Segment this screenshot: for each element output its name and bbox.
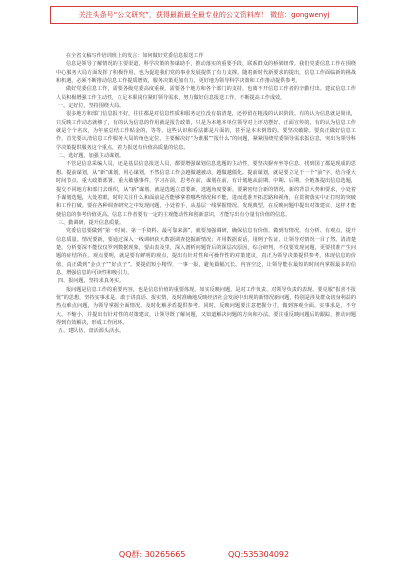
footer-qq-group: QQ群: 30265665 <box>118 550 186 559</box>
section-heading: 二、选好题，加强主动谋划。 <box>58 153 125 160</box>
section-heading: 三、勤调研，提升信息质量。 <box>58 219 125 226</box>
section-heading: 五、建队伍，盘活源头活水。 <box>58 328 125 335</box>
paragraph: 很多地方和部门信息报不好，往往都是对信息性质和服务定位没有搞清楚，还停留在粗浅的认识阶段。有的认为信息就是简讯，只反映工作动态就够了，有的认为信息的作用就是报告政策，只是为本地本单位领导对上评功摆好、正面宣传的，有的认为信息工作就是个个名次，为年底总结工作贴金的，等等。这些认识和看法都是片面的，甚至是本末倒置的。要坚决破除。要真正做好信息工作，首先要认清信息工作服务大局的角色定位，主要解决好“为谁服”“报什么”的问题，紧紧围绕党委领导需求报信息，突出为领导科学决策提供服务这个重点，着力报送有价值高质量的信息。 <box>56 111 356 151</box>
paragraph: 党委信息要做到“第一时间、第一手资料、最可靠来源”，就要加强调研，确保信息有价值。做到有情况、有分析、有观点，提升信息质量。情况要新，要通过深入一线调研获大数据调查挖掘新情况；并用数据说话，用例子佐证，让领导对情况一目了然。清清楚楚。分析要深不能仅仅罗列数据现象，要由表及里，深入剖析问题背后的深层次原因，综合研判，不仅要发现问题，更要找准产生问题的症结所在。观点要明，就是要有鲜明的观点，提出有针对性和可操作性的对策建议，真正为领导决策提供参考，体现信息的价值，真正做到“金点子”“好点子”。要提倡短小精悍，一事一报，避免篇幅冗长、内容空泛，让领导能在最短的时间内掌握最多的信息，增强信息的可读性和吸引力。 <box>56 228 356 276</box>
footer-qq: QQ:535304092 <box>228 550 290 559</box>
paragraph: 做好党委信息工作，需要各级党委高度重视，需要各个地方和各个部门的支持，也离不开信息工作者的辛勤付出。建议信息工作人员积极增强工作主动性，立足本职岗位紧盯领导需求，努力做好信息报送工作，不断提高工作成效。 <box>56 86 356 101</box>
paragraph: 报问题是信息工作的重要内容，也是信息价值的重要体现。如实反映问题，是对工作负责、对领导负责的表现。要克服“报喜不报忧”的思想，坚持实事求是，敢于讲真话、报实情，及时准确地反映经济社会发展中出现的新情况新问题，特别是涉及群众切身利益的热点难点问题，为领导掌握全面情况、及时化解矛盾提供参考。同时，反映问题要注意把握分寸，做到客观全面、实事求是，不夸大、不缩小，并提出有针对性的对策建议，让领导既了解问题，又知道解决问题的方向和办法。要注重反映问题后的跟踪，推动问题得到有效解决，形成工作闭环。 <box>56 286 356 326</box>
promo-banner: 关注头条号“公文研究”，获得最新最全最专业的公文资料库！ 微信：gongwenyj <box>50 6 358 24</box>
paragraph: 在全省文稿写作培训班上的发言：如何做好党委信息报送工作 <box>66 53 204 59</box>
section-heading: 一、定好位，坚持围绕大局。 <box>58 103 125 110</box>
document-body <box>56 52 356 336</box>
paragraph: 不管是信息采编人员，还是基层信息报送人员，都要增强谋划信息选题的主动性，要坚决摒弃坐等信息，找到国了都是现成的思想。提前谋划，从“新”谋划，用心谋划，不然信息工作会越做越被动，越做越僵化。提前谋划，就是要立足于一个“前”字，结合重大时间节点、重大政策部署、重大敏感事件，学习在前，思考在前，谋划在前，有计划地从前期、中期、后期，全链条提出信息选题，提交不同地方和部门去组织，从“新”谋划，就是选题立意要新，选题角度要新。要紧密结合新的情况，新的背景大势和要求，小处着手谋划选题，大处着眼，时时关注什么和面前是否能够拿着哪些情况和不能，进而选准开拓思路和视角，在贯彻落实中正打时的突破和工作打破。要在各种调查研究之中发现问题，小处着手，从基层一线掌握情况、发现典型，在反映问题中提出对策建议，这样才能使信息的参考价值更高。信息工作者要有一定的主观能动性和创新意识，才能写出有分量有价值的信息。 <box>56 161 356 218</box>
paragraph: 信息是领导了解情况的主要渠道，科学决策的参谋助手，推动落实的重要手段，联系群众的桥梁纽带。我们党委信息工作在围绕中心服务大局方面发挥了积极作用，也为促进我们党的事业发展提供了有力支撑。随着新时代新要求的提出，信息工作面临新的挑战和机遇，必须不断推动信息工作提质增效，服务决策更加有力，更好地为领导科学决策和工作推动提供参考。 <box>56 61 356 85</box>
section-heading: 四、报问题，坚持求真务实。 <box>58 278 125 285</box>
footer <box>0 548 408 562</box>
